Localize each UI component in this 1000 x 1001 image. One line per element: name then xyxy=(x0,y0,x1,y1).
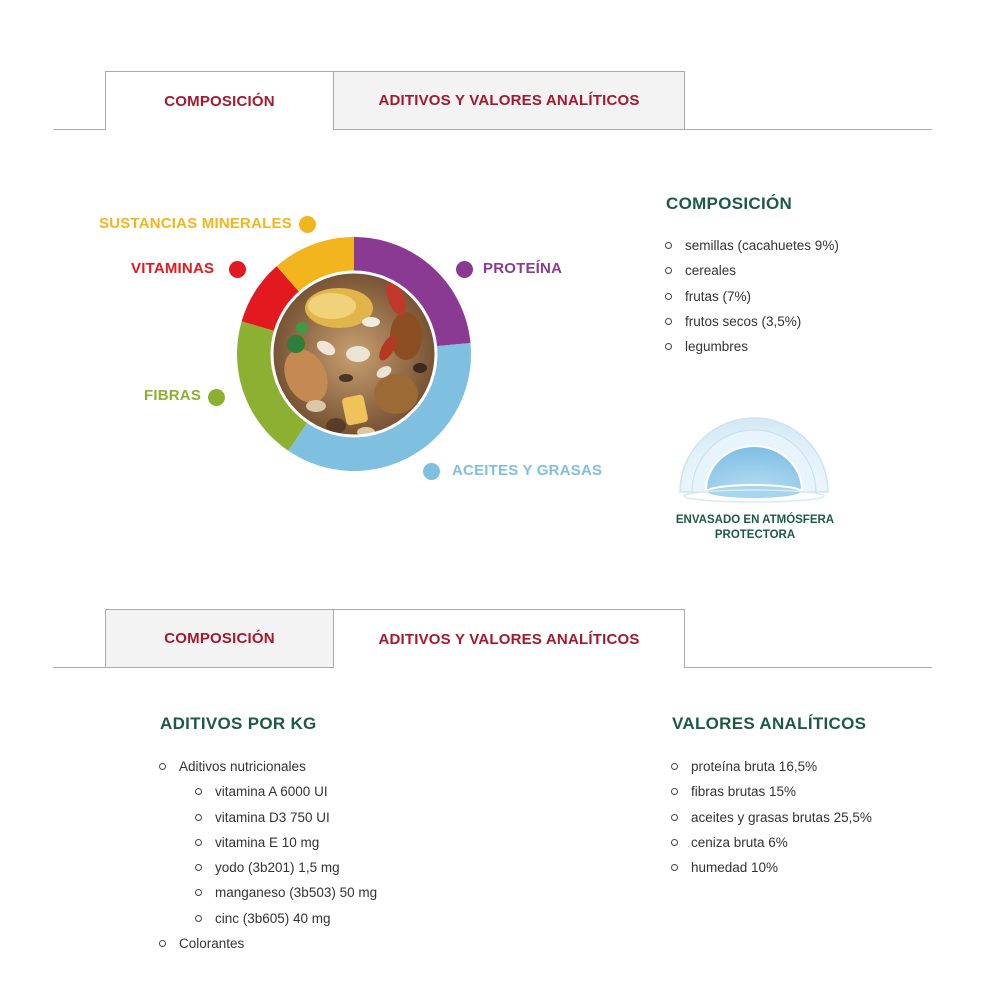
bullet-icon xyxy=(665,267,672,274)
list-item: manganeso (3b503) 50 mg xyxy=(159,880,377,905)
tab-composicion[interactable]: COMPOSICIÓN xyxy=(105,609,334,667)
list-item: frutos secos (3,5%) xyxy=(665,309,839,334)
tab-bar-top xyxy=(53,71,932,130)
dot-proteina xyxy=(456,261,473,278)
label-aceites-grasas: ACEITES Y GRASAS xyxy=(452,462,603,479)
list-item: proteína bruta 16,5% xyxy=(671,754,872,779)
list-item: vitamina E 10 mg xyxy=(159,830,377,855)
tab-composicion[interactable]: COMPOSICIÓN xyxy=(105,71,334,130)
packaging-caption: ENVASADO EN ATMÓSFERA PROTECTORA xyxy=(675,514,835,541)
list-item: legumbres xyxy=(665,334,839,359)
additives-title: ADITIVOS POR KG xyxy=(160,714,317,733)
list-item: yodo (3b201) 1,5 mg xyxy=(159,855,377,880)
list-item: aceites y grasas brutas 25,5% xyxy=(671,805,872,830)
composition-donut-chart xyxy=(236,236,472,472)
bullet-icon xyxy=(671,788,678,795)
tab-aditivos[interactable]: ADITIVOS Y VALORES ANALÍTICOS xyxy=(333,609,685,668)
bullet-icon xyxy=(665,343,672,350)
label-vitaminas: VITAMINAS xyxy=(131,260,215,277)
list-item: frutas (7%) xyxy=(665,284,839,309)
bullet-icon xyxy=(671,814,678,821)
bullet-icon xyxy=(665,293,672,300)
bullet-icon xyxy=(671,839,678,846)
analytical-list xyxy=(671,754,872,880)
bullet-icon xyxy=(671,763,678,770)
dot-sustancias-minerales xyxy=(299,216,316,233)
list-item: humedad 10% xyxy=(671,855,872,880)
dot-vitaminas xyxy=(229,261,246,278)
bullet-icon xyxy=(195,814,202,821)
dot-fibras xyxy=(208,389,225,406)
list-item: semillas (cacahuetes 9%) xyxy=(665,233,839,258)
tab-aditivos[interactable]: ADITIVOS Y VALORES ANALÍTICOS xyxy=(333,71,685,129)
composition-title: COMPOSICIÓN xyxy=(666,194,793,213)
bullet-icon xyxy=(159,940,166,947)
list-item: cinc (3b605) 40 mg xyxy=(159,906,377,931)
bullet-icon xyxy=(195,839,202,846)
protective-atmosphere-dome-icon xyxy=(678,412,830,504)
label-fibras: FIBRAS xyxy=(144,387,202,404)
list-item: vitamina A 6000 UI xyxy=(159,779,377,804)
label-proteina: PROTEÍNA xyxy=(483,260,563,277)
list-item: Colorantes xyxy=(159,931,377,956)
list-item: vitamina D3 750 UI xyxy=(159,805,377,830)
bullet-icon xyxy=(159,763,166,770)
list-item: cereales xyxy=(665,258,839,283)
list-item: Aditivos nutricionales xyxy=(159,754,377,779)
list-item: ceniza bruta 6% xyxy=(671,830,872,855)
tab-bar-bottom xyxy=(53,609,932,668)
bullet-icon xyxy=(195,889,202,896)
bullet-icon xyxy=(665,242,672,249)
dot-aceites-grasas xyxy=(423,463,440,480)
bullet-icon xyxy=(671,864,678,871)
bullet-icon xyxy=(195,864,202,871)
list-item: fibras brutas 15% xyxy=(671,779,872,804)
label-sustancias-minerales: SUSTANCIAS MINERALES xyxy=(99,215,292,232)
composition-list xyxy=(665,233,839,359)
donut-svg xyxy=(236,236,472,472)
bullet-icon xyxy=(195,788,202,795)
bullet-icon xyxy=(195,915,202,922)
additives-list xyxy=(159,754,377,956)
bullet-icon xyxy=(665,318,672,325)
analytical-title: VALORES ANALÍTICOS xyxy=(672,714,867,733)
